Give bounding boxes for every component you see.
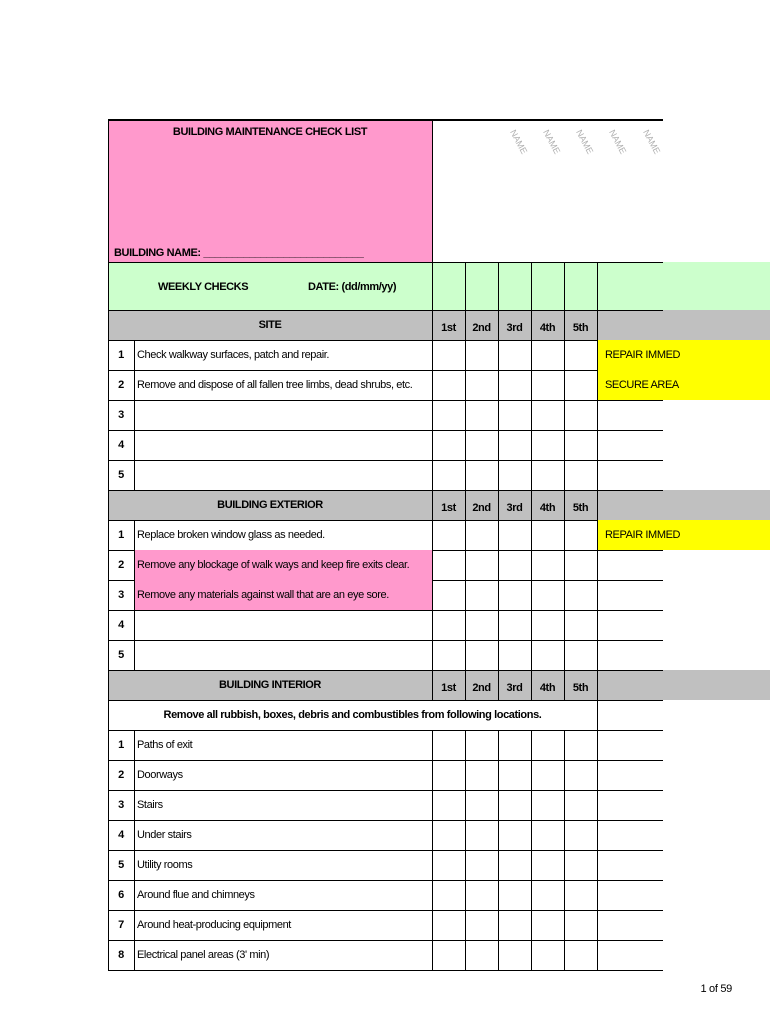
grid-line [498, 490, 499, 520]
grid-line [597, 850, 598, 880]
task-description[interactable] [135, 430, 432, 460]
week-check-cell[interactable] [466, 791, 498, 820]
week-check-cell[interactable] [532, 941, 564, 970]
bottom-border [108, 970, 663, 971]
grid-line [597, 262, 598, 310]
grid-line [597, 520, 598, 550]
grid-line [597, 880, 598, 910]
task-description[interactable]: Stairs [137, 799, 163, 811]
week-header: 3rd [506, 502, 523, 514]
week-header: 4th [539, 502, 556, 514]
grid-line [597, 550, 598, 580]
week-header: 5th [572, 322, 589, 334]
grid-line [531, 262, 532, 310]
row-number: 4 [118, 439, 124, 451]
row-number: 2 [118, 559, 124, 571]
section-subtitle: Remove all rubbish, boxes, debris and combustibles from following locations. [163, 709, 542, 721]
grid-line [432, 490, 433, 520]
task-description[interactable] [135, 460, 432, 490]
grid-line [498, 670, 499, 700]
week-check-cell[interactable] [532, 641, 564, 670]
week-check-cell[interactable] [532, 881, 564, 910]
week-check-cell[interactable] [466, 641, 498, 670]
grid-line [597, 940, 598, 970]
week-check-cell[interactable] [532, 821, 564, 850]
grid-line [597, 700, 598, 730]
week-check-cell[interactable] [532, 341, 564, 370]
grid-line [465, 310, 466, 340]
grid-line [564, 490, 565, 520]
week-check-cell[interactable] [466, 431, 498, 460]
row-number: 4 [118, 619, 124, 631]
grid-line [597, 310, 598, 340]
grid-line [597, 910, 598, 940]
week-check-cell[interactable] [532, 731, 564, 760]
grid-line [564, 310, 565, 340]
week-check-cell[interactable] [565, 581, 597, 610]
week-header: 4th [539, 682, 556, 694]
grid-line [498, 310, 499, 340]
task-description[interactable]: Around heat-producing equipment [137, 919, 291, 931]
week-header: 2nd [472, 502, 491, 514]
week-check-cell[interactable] [532, 521, 564, 550]
grid-line [432, 262, 433, 310]
week-check-cell[interactable] [499, 461, 531, 490]
row-number: 3 [118, 589, 124, 601]
task-description[interactable]: Utility rooms [137, 859, 193, 871]
row-number: 2 [118, 379, 124, 391]
week-check-cell[interactable] [499, 401, 531, 430]
week-check-cell[interactable] [499, 821, 531, 850]
week-check-cell[interactable] [433, 611, 465, 640]
week-check-cell[interactable] [565, 791, 597, 820]
week-check-cell[interactable] [565, 941, 597, 970]
section-top-line [108, 670, 663, 671]
grid-line [597, 460, 598, 490]
week-check-cell[interactable] [433, 881, 465, 910]
week-header: 5th [572, 502, 589, 514]
week-check-cell[interactable] [532, 791, 564, 820]
grid-line [597, 820, 598, 850]
week-check-cell[interactable] [433, 401, 465, 430]
week-check-cell[interactable] [565, 371, 597, 400]
section-title: SITE [258, 319, 282, 331]
week-check-cell[interactable] [565, 611, 597, 640]
week-check-cell[interactable] [499, 761, 531, 790]
task-description[interactable]: Replace broken window glass as needed. [137, 529, 325, 541]
task-description[interactable]: Electrical panel areas (3' min) [137, 949, 270, 961]
week-check-cell[interactable] [565, 461, 597, 490]
row-number: 5 [118, 859, 124, 871]
week-check-cell[interactable] [433, 941, 465, 970]
action-note: REPAIR IMMED [605, 349, 681, 361]
week-check-cell[interactable] [565, 911, 597, 940]
week-check-cell[interactable] [565, 851, 597, 880]
week-check-cell[interactable] [499, 341, 531, 370]
section-title: BUILDING EXTERIOR [217, 499, 323, 511]
task-description[interactable]: Remove and dispose of all fallen tree limbs, dead shrubs, etc. [137, 379, 413, 391]
week-check-cell[interactable] [433, 911, 465, 940]
week-check-cell[interactable] [466, 341, 498, 370]
weekly-checks-label: WEEKLY CHECKS [158, 281, 249, 293]
week-check-cell[interactable] [433, 551, 465, 580]
week-check-cell[interactable] [499, 371, 531, 400]
week-check-cell[interactable] [499, 731, 531, 760]
action-note: SECURE AREA [605, 379, 679, 391]
week-check-cell[interactable] [532, 761, 564, 790]
title-block-edge [432, 121, 433, 262]
week-header: 1st [441, 502, 456, 514]
task-description[interactable]: Doorways [137, 769, 183, 781]
week-check-cell[interactable] [466, 611, 498, 640]
page-number: 1 of 59 [700, 983, 732, 995]
page-title: BUILDING MAINTENANCE CHECK LIST [172, 126, 368, 138]
section-top-line [108, 310, 663, 311]
name-column-header: NAME [541, 128, 563, 156]
week-header: 5th [572, 682, 589, 694]
left-border [108, 119, 109, 971]
weekly-top-line [108, 262, 663, 263]
week-check-cell[interactable] [565, 731, 597, 760]
week-check-cell[interactable] [466, 941, 498, 970]
row-number: 1 [118, 739, 124, 751]
row-number: 3 [118, 409, 124, 421]
week-check-cell[interactable] [499, 551, 531, 580]
week-check-cell[interactable] [433, 461, 465, 490]
week-check-cell[interactable] [565, 641, 597, 670]
grid-line [597, 400, 598, 430]
grid-line [531, 310, 532, 340]
row-number: 5 [118, 469, 124, 481]
week-check-cell[interactable] [499, 941, 531, 970]
grid-line [597, 730, 598, 760]
task-description[interactable] [135, 610, 432, 640]
name-column-header: NAME [574, 128, 596, 156]
week-check-cell[interactable] [433, 521, 465, 550]
week-check-cell[interactable] [565, 821, 597, 850]
week-header: 2nd [472, 682, 491, 694]
task-description[interactable] [135, 640, 432, 670]
week-check-cell[interactable] [532, 851, 564, 880]
grid-line [597, 430, 598, 460]
week-header: 1st [441, 322, 456, 334]
grid-line [531, 490, 532, 520]
week-check-cell[interactable] [532, 401, 564, 430]
grid-line [498, 262, 499, 310]
week-check-cell[interactable] [532, 371, 564, 400]
row-number: 2 [118, 769, 124, 781]
row-number: 5 [118, 649, 124, 661]
week-check-cell[interactable] [466, 821, 498, 850]
task-description[interactable]: Remove any materials against wall that are an eye sore. [137, 589, 389, 601]
section-top-line [108, 490, 663, 491]
grid-line [597, 490, 598, 520]
week-check-cell[interactable] [433, 581, 465, 610]
task-description[interactable] [135, 400, 432, 430]
week-check-cell[interactable] [499, 641, 531, 670]
name-column-header: NAME [508, 128, 530, 156]
week-check-cell[interactable] [466, 551, 498, 580]
title-block [108, 121, 432, 262]
row-number: 8 [118, 949, 124, 961]
grid-line [597, 790, 598, 820]
name-column-header: NAME [641, 128, 663, 156]
grid-line [597, 670, 598, 700]
week-check-cell[interactable] [565, 401, 597, 430]
week-check-cell[interactable] [499, 431, 531, 460]
week-check-cell[interactable] [466, 401, 498, 430]
week-check-cell[interactable] [532, 551, 564, 580]
grid-line [465, 262, 466, 310]
week-check-cell[interactable] [433, 851, 465, 880]
week-check-cell[interactable] [565, 551, 597, 580]
week-check-cell[interactable] [466, 581, 498, 610]
grid-line [564, 670, 565, 700]
week-check-cell[interactable] [433, 341, 465, 370]
grid-line [597, 370, 598, 400]
week-check-cell[interactable] [532, 431, 564, 460]
grid-line [597, 610, 598, 640]
week-header: 3rd [506, 682, 523, 694]
row-number: 7 [118, 919, 124, 931]
week-header: 1st [441, 682, 456, 694]
week-check-cell[interactable] [433, 431, 465, 460]
task-description[interactable]: Around flue and chimneys [137, 889, 255, 901]
week-check-cell[interactable] [433, 731, 465, 760]
week-check-cell[interactable] [565, 881, 597, 910]
building-name-label[interactable]: BUILDING NAME: ____________________________ [114, 247, 364, 259]
week-check-cell[interactable] [466, 461, 498, 490]
grid-line [432, 310, 433, 340]
week-header: 2nd [472, 322, 491, 334]
week-header: 4th [539, 322, 556, 334]
grid-line [597, 580, 598, 610]
row-number: 4 [118, 829, 124, 841]
grid-line [465, 490, 466, 520]
task-description[interactable]: Remove any blockage of walk ways and keep fire exits clear. [137, 559, 410, 571]
week-check-cell[interactable] [433, 791, 465, 820]
grid-line [432, 670, 433, 700]
week-check-cell[interactable] [532, 461, 564, 490]
week-check-cell[interactable] [433, 641, 465, 670]
week-check-cell[interactable] [499, 791, 531, 820]
week-check-cell[interactable] [466, 911, 498, 940]
grid-line [564, 262, 565, 310]
week-check-cell[interactable] [466, 371, 498, 400]
grid-line [597, 640, 598, 670]
week-check-cell[interactable] [565, 761, 597, 790]
week-check-cell[interactable] [433, 371, 465, 400]
grid-line [597, 760, 598, 790]
week-check-cell[interactable] [532, 611, 564, 640]
week-check-cell[interactable] [499, 581, 531, 610]
week-check-cell[interactable] [499, 611, 531, 640]
week-header: 3rd [506, 322, 523, 334]
task-description[interactable]: Under stairs [137, 829, 192, 841]
week-check-cell[interactable] [466, 521, 498, 550]
task-description[interactable]: Paths of exit [137, 739, 193, 751]
row-number: 1 [118, 529, 124, 541]
week-check-cell[interactable] [565, 521, 597, 550]
top-border [108, 119, 663, 121]
week-check-cell[interactable] [433, 761, 465, 790]
week-check-cell[interactable] [466, 761, 498, 790]
week-check-cell[interactable] [565, 341, 597, 370]
date-label: DATE: (dd/mm/yy) [308, 281, 397, 293]
week-check-cell[interactable] [565, 431, 597, 460]
week-check-cell[interactable] [466, 851, 498, 880]
name-column-header: NAME [607, 128, 629, 156]
week-check-cell[interactable] [466, 881, 498, 910]
week-check-cell[interactable] [466, 731, 498, 760]
week-check-cell[interactable] [433, 821, 465, 850]
row-number: 3 [118, 799, 124, 811]
week-check-cell[interactable] [532, 911, 564, 940]
grid-line [465, 670, 466, 700]
row-number: 6 [118, 889, 124, 901]
week-check-cell[interactable] [499, 851, 531, 880]
week-check-cell[interactable] [499, 911, 531, 940]
grid-line [531, 670, 532, 700]
week-check-cell[interactable] [499, 881, 531, 910]
section-title: BUILDING INTERIOR [219, 679, 321, 691]
action-note: REPAIR IMMED [605, 529, 681, 541]
week-check-cell[interactable] [499, 521, 531, 550]
task-description[interactable]: Check walkway surfaces, patch and repair. [137, 349, 330, 361]
week-check-cell[interactable] [532, 581, 564, 610]
grid-line [597, 340, 598, 370]
row-number: 1 [118, 349, 124, 361]
